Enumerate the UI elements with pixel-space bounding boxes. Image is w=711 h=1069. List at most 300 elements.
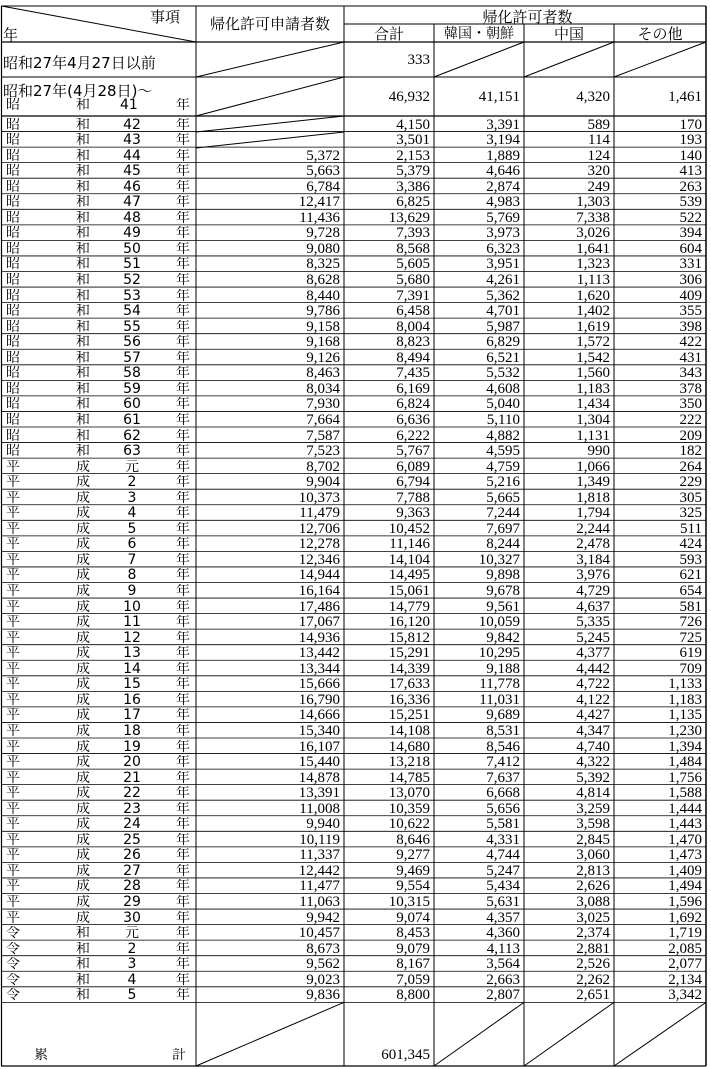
row-other: 2,134 bbox=[668, 973, 702, 988]
row-total: 10,622 bbox=[388, 817, 430, 832]
row-era-1: 昭 bbox=[6, 242, 20, 257]
row-era-1: 昭 bbox=[6, 211, 20, 226]
row-era-2: 成 bbox=[76, 662, 90, 677]
header-china: 中国 bbox=[553, 25, 584, 41]
row-era-2: 成 bbox=[76, 491, 90, 506]
row-korea: 5,532 bbox=[486, 366, 520, 381]
row-other: 1,596 bbox=[668, 895, 702, 910]
row-korea: 7,412 bbox=[486, 755, 520, 770]
row-korea: 2,663 bbox=[486, 973, 520, 988]
row-other: 263 bbox=[679, 180, 702, 195]
row-era-1: 平 bbox=[6, 553, 20, 568]
row-year-suffix: 年 bbox=[176, 988, 190, 1003]
row-era-1: 平 bbox=[6, 708, 20, 723]
row-era-2: 成 bbox=[76, 584, 90, 599]
row-era-1: 令 bbox=[6, 942, 20, 957]
row-total: 14,104 bbox=[388, 553, 430, 568]
cumulative-total: 601,345 bbox=[381, 1048, 430, 1063]
row-applicants: 14,936 bbox=[298, 631, 340, 646]
row-year-num: 14 bbox=[123, 662, 141, 677]
row-year-num: 2 bbox=[127, 475, 137, 490]
row-korea: 3,564 bbox=[486, 957, 520, 972]
row-year-num: 52 bbox=[123, 273, 141, 288]
row-applicants: 8,702 bbox=[306, 460, 340, 475]
row-total: 13,218 bbox=[388, 755, 430, 770]
row-applicants: 14,944 bbox=[298, 568, 340, 583]
row-applicants: 5,663 bbox=[306, 164, 340, 179]
row-year-suffix: 年 bbox=[176, 848, 190, 863]
row-total: 14,339 bbox=[388, 662, 430, 677]
row-china: 4,740 bbox=[576, 740, 610, 755]
row-era-2: 成 bbox=[76, 879, 90, 894]
row-other: 398 bbox=[679, 320, 702, 335]
row-total: 10,315 bbox=[388, 895, 430, 910]
row-era-1: 平 bbox=[6, 693, 20, 708]
row-other: 1,444 bbox=[668, 802, 702, 817]
row-applicants: 8,034 bbox=[306, 382, 340, 397]
row-applicants: 13,442 bbox=[298, 646, 340, 661]
row-china: 1,349 bbox=[576, 475, 610, 490]
row-era-1: 平 bbox=[6, 911, 20, 926]
row-era-2: 和 bbox=[76, 366, 90, 381]
row-year-num: 56 bbox=[123, 335, 141, 350]
row-applicants: 16,107 bbox=[298, 740, 340, 755]
empty-diagonal bbox=[524, 42, 614, 77]
row-year-num: 20 bbox=[123, 755, 141, 770]
row-year-suffix: 年 bbox=[176, 926, 190, 941]
row-era-2: 成 bbox=[76, 631, 90, 646]
row-korea: 9,898 bbox=[486, 568, 520, 583]
row-year-suffix: 年 bbox=[176, 786, 190, 801]
row-applicants: 15,666 bbox=[298, 677, 340, 692]
row-applicants: 14,666 bbox=[298, 708, 340, 723]
row-year-num: 13 bbox=[123, 646, 141, 661]
row-applicants: 12,417 bbox=[298, 195, 340, 210]
row-china: 249 bbox=[587, 180, 610, 195]
row-other: 1,692 bbox=[668, 911, 702, 926]
row-era-2: 和 bbox=[76, 118, 90, 133]
row-other: 1,443 bbox=[668, 817, 702, 832]
row-year-num: 48 bbox=[123, 211, 141, 226]
row-year-suffix: 年 bbox=[176, 304, 190, 319]
row-korea: 5,665 bbox=[486, 491, 520, 506]
row-china: 1,794 bbox=[576, 506, 610, 521]
row-year-suffix: 年 bbox=[176, 817, 190, 832]
row-year-num: 58 bbox=[123, 366, 141, 381]
row-total: 9,554 bbox=[396, 879, 430, 894]
row-year-num: 15 bbox=[123, 677, 141, 692]
row-year-num: 28 bbox=[123, 879, 141, 894]
row-applicants: 6,784 bbox=[306, 180, 340, 195]
row-korea: 8,531 bbox=[486, 724, 520, 739]
header-total: 合計 bbox=[373, 25, 404, 41]
row-china: 990 bbox=[587, 444, 610, 459]
row-era-1: 令 bbox=[6, 926, 20, 941]
row-total: 15,812 bbox=[388, 631, 430, 646]
row-s27-s41-era2: 和 bbox=[76, 98, 90, 113]
row-applicants: 12,278 bbox=[298, 537, 340, 552]
row-era-2: 和 bbox=[76, 226, 90, 241]
row-era-1: 平 bbox=[6, 755, 20, 770]
row-applicants: 11,477 bbox=[299, 879, 340, 894]
row-year-num: 4 bbox=[127, 506, 137, 521]
row-china: 4,322 bbox=[576, 755, 610, 770]
row-other: 305 bbox=[679, 491, 702, 506]
row-year-suffix: 年 bbox=[176, 833, 190, 848]
row-year-suffix: 年 bbox=[176, 973, 190, 988]
row-year-suffix: 年 bbox=[176, 491, 190, 506]
row-era-2: 和 bbox=[76, 149, 90, 164]
row-year-num: 57 bbox=[123, 351, 141, 366]
row-korea: 4,331 bbox=[486, 833, 520, 848]
row-year-num: 3 bbox=[127, 957, 137, 972]
row-era-1: 平 bbox=[6, 833, 20, 848]
row-era-2: 和 bbox=[76, 957, 90, 972]
row-year-suffix: 年 bbox=[176, 444, 190, 459]
empty-diagonal bbox=[434, 1002, 524, 1066]
row-other: 1,470 bbox=[668, 833, 702, 848]
row-year-num: 54 bbox=[123, 304, 141, 319]
row-year-num: 16 bbox=[123, 693, 141, 708]
row-era-1: 昭 bbox=[6, 226, 20, 241]
row-total: 14,108 bbox=[388, 724, 430, 739]
row-era-1: 令 bbox=[6, 988, 20, 1003]
row-era-1: 平 bbox=[6, 895, 20, 910]
header-nen: 年 bbox=[3, 26, 19, 42]
row-applicants: 9,080 bbox=[306, 242, 340, 257]
row-era-2: 成 bbox=[76, 677, 90, 692]
row-total: 6,794 bbox=[396, 475, 430, 490]
row-applicants: 17,067 bbox=[298, 615, 340, 630]
row-total: 14,779 bbox=[388, 600, 430, 615]
row-korea: 5,434 bbox=[486, 879, 520, 894]
row-year-suffix: 年 bbox=[176, 755, 190, 770]
row-china: 3,026 bbox=[576, 226, 610, 241]
row-other: 209 bbox=[679, 429, 702, 444]
row-total: 6,458 bbox=[396, 304, 430, 319]
row-applicants: 10,373 bbox=[298, 491, 340, 506]
row-era-2: 成 bbox=[76, 802, 90, 817]
row-china: 2,845 bbox=[576, 833, 610, 848]
row-era-1: 昭 bbox=[6, 289, 20, 304]
row-china: 1,303 bbox=[576, 195, 610, 210]
row-korea: 10,295 bbox=[478, 646, 520, 661]
row-korea: 9,689 bbox=[486, 708, 520, 723]
row-before-s27-total: 333 bbox=[407, 53, 430, 68]
row-year-suffix: 年 bbox=[176, 895, 190, 910]
row-china: 1,304 bbox=[576, 413, 610, 428]
cumulative-label-1: 累 bbox=[34, 1048, 48, 1063]
empty-diagonal bbox=[196, 1002, 344, 1066]
row-year-num: 24 bbox=[123, 817, 141, 832]
row-korea: 8,244 bbox=[486, 537, 520, 552]
row-china: 2,244 bbox=[576, 522, 610, 537]
row-korea: 5,581 bbox=[486, 817, 520, 832]
row-era-1: 昭 bbox=[6, 273, 20, 288]
header-other: その他 bbox=[637, 25, 683, 41]
row-year-num: 19 bbox=[123, 740, 141, 755]
row-china: 2,626 bbox=[576, 879, 610, 894]
row-korea: 11,031 bbox=[479, 693, 520, 708]
row-korea: 4,646 bbox=[486, 164, 520, 179]
row-era-1: 昭 bbox=[6, 429, 20, 444]
empty-diagonal bbox=[524, 1002, 614, 1066]
row-era-2: 和 bbox=[76, 164, 90, 179]
row-era-1: 昭 bbox=[6, 133, 20, 148]
row-china: 1,620 bbox=[576, 289, 610, 304]
empty-diagonal bbox=[434, 42, 524, 77]
row-other: 409 bbox=[679, 289, 702, 304]
row-year-num: 4 bbox=[127, 973, 137, 988]
row-total: 8,004 bbox=[396, 320, 430, 335]
row-total: 16,336 bbox=[388, 693, 430, 708]
row-year-num: 61 bbox=[123, 413, 141, 428]
row-korea: 3,391 bbox=[486, 118, 520, 133]
row-year-num: 30 bbox=[123, 911, 141, 926]
row-korea: 10,327 bbox=[478, 553, 520, 568]
row-korea: 5,216 bbox=[486, 475, 520, 490]
row-year-suffix: 年 bbox=[176, 879, 190, 894]
row-korea: 5,656 bbox=[486, 802, 520, 817]
row-year-num: 26 bbox=[123, 848, 141, 863]
row-applicants: 10,119 bbox=[299, 833, 340, 848]
row-era-1: 平 bbox=[6, 646, 20, 661]
row-total: 14,680 bbox=[388, 740, 430, 755]
row-applicants: 7,587 bbox=[306, 429, 340, 444]
row-era-2: 和 bbox=[76, 273, 90, 288]
row-china: 3,259 bbox=[576, 802, 610, 817]
row-applicants: 15,440 bbox=[298, 755, 340, 770]
row-era-1: 昭 bbox=[6, 366, 20, 381]
row-era-1: 平 bbox=[6, 584, 20, 599]
row-applicants: 14,878 bbox=[298, 771, 340, 786]
row-korea: 5,631 bbox=[486, 895, 520, 910]
row-era-2: 成 bbox=[76, 864, 90, 879]
row-year-suffix: 年 bbox=[176, 320, 190, 335]
row-other: 182 bbox=[679, 444, 702, 459]
row-other: 2,077 bbox=[668, 957, 702, 972]
row-applicants: 11,436 bbox=[299, 211, 340, 226]
row-other: 413 bbox=[679, 164, 702, 179]
row-era-2: 和 bbox=[76, 195, 90, 210]
row-era-1: 平 bbox=[6, 864, 20, 879]
row-era-2: 和 bbox=[76, 351, 90, 366]
row-era-2: 成 bbox=[76, 708, 90, 723]
row-china: 2,478 bbox=[576, 537, 610, 552]
row-year-suffix: 年 bbox=[176, 724, 190, 739]
row-total: 8,800 bbox=[396, 988, 430, 1003]
row-other: 3,342 bbox=[668, 988, 702, 1003]
row-applicants: 16,790 bbox=[298, 693, 340, 708]
row-korea: 9,842 bbox=[486, 631, 520, 646]
row-era-2: 成 bbox=[76, 460, 90, 475]
row-china: 1,560 bbox=[576, 366, 610, 381]
row-era-1: 平 bbox=[6, 600, 20, 615]
row-other: 654 bbox=[679, 584, 702, 599]
row-applicants: 9,940 bbox=[306, 817, 340, 832]
row-total: 7,391 bbox=[396, 289, 430, 304]
row-other: 522 bbox=[679, 211, 702, 226]
row-year-num: 59 bbox=[123, 382, 141, 397]
row-korea: 4,113 bbox=[486, 942, 520, 957]
row-china: 1,818 bbox=[576, 491, 610, 506]
row-applicants: 12,346 bbox=[298, 553, 340, 568]
row-total: 11,146 bbox=[389, 537, 430, 552]
row-total: 15,291 bbox=[388, 646, 430, 661]
row-applicants: 9,728 bbox=[306, 226, 340, 241]
row-applicants: 9,562 bbox=[306, 957, 340, 972]
row-other: 1,473 bbox=[668, 848, 702, 863]
row-total: 17,633 bbox=[388, 677, 430, 692]
row-china: 1,542 bbox=[576, 351, 610, 366]
row-korea: 3,194 bbox=[486, 133, 520, 148]
row-total: 14,495 bbox=[388, 568, 430, 583]
row-era-1: 昭 bbox=[6, 118, 20, 133]
row-era-1: 昭 bbox=[6, 149, 20, 164]
row-china: 4,814 bbox=[576, 786, 610, 801]
row-applicants: 7,523 bbox=[306, 444, 340, 459]
row-other: 1,484 bbox=[668, 755, 702, 770]
row-year-num: 6 bbox=[127, 537, 137, 552]
row-china: 2,374 bbox=[576, 926, 610, 941]
row-china: 1,434 bbox=[576, 397, 610, 412]
row-year-num: 5 bbox=[127, 522, 137, 537]
row-applicants: 12,706 bbox=[298, 522, 340, 537]
row-s27-s41-korea: 41,151 bbox=[478, 90, 520, 105]
row-before-s27-label: 昭和27年4月27日以前 bbox=[3, 54, 156, 72]
row-total: 5,680 bbox=[396, 273, 430, 288]
row-total: 4,150 bbox=[396, 118, 430, 133]
row-year-num: 50 bbox=[123, 242, 141, 257]
row-year-suffix: 年 bbox=[176, 460, 190, 475]
row-china: 2,881 bbox=[576, 942, 610, 957]
row-total: 8,453 bbox=[396, 926, 430, 941]
row-era-1: 平 bbox=[6, 740, 20, 755]
row-era-1: 昭 bbox=[6, 382, 20, 397]
row-era-2: 成 bbox=[76, 895, 90, 910]
row-year-suffix: 年 bbox=[176, 382, 190, 397]
row-era-2: 成 bbox=[76, 740, 90, 755]
row-era-2: 和 bbox=[76, 242, 90, 257]
row-year-suffix: 年 bbox=[176, 957, 190, 972]
row-year-num: 22 bbox=[123, 786, 141, 801]
row-china: 589 bbox=[587, 118, 610, 133]
row-applicants: 11,337 bbox=[299, 848, 340, 863]
row-korea: 5,362 bbox=[486, 289, 520, 304]
row-total: 5,379 bbox=[396, 164, 430, 179]
row-korea: 4,701 bbox=[486, 304, 520, 319]
row-total: 8,494 bbox=[396, 351, 430, 366]
row-year-suffix: 年 bbox=[176, 677, 190, 692]
row-total: 7,059 bbox=[396, 973, 430, 988]
row-year-suffix: 年 bbox=[176, 118, 190, 133]
row-era-1: 平 bbox=[6, 817, 20, 832]
empty-diagonal bbox=[196, 77, 344, 116]
row-china: 4,729 bbox=[576, 584, 610, 599]
row-era-1: 平 bbox=[6, 522, 20, 537]
row-total: 10,359 bbox=[388, 802, 430, 817]
row-other: 1,719 bbox=[668, 926, 702, 941]
row-applicants: 12,442 bbox=[298, 864, 340, 879]
row-other: 604 bbox=[679, 242, 702, 257]
row-china: 1,131 bbox=[576, 429, 610, 444]
row-other: 140 bbox=[679, 149, 702, 164]
row-year-suffix: 年 bbox=[176, 195, 190, 210]
row-era-1: 平 bbox=[6, 537, 20, 552]
row-korea: 7,697 bbox=[486, 522, 520, 537]
row-china: 1,641 bbox=[576, 242, 610, 257]
row-korea: 4,261 bbox=[486, 273, 520, 288]
row-china: 114 bbox=[588, 133, 610, 148]
row-year-suffix: 年 bbox=[176, 693, 190, 708]
row-korea: 6,668 bbox=[486, 786, 520, 801]
row-korea: 5,247 bbox=[486, 864, 520, 879]
row-year-num: 63 bbox=[123, 444, 141, 459]
row-china: 3,060 bbox=[576, 848, 610, 863]
row-other: 621 bbox=[679, 568, 702, 583]
row-s27-s41-num: 41 bbox=[120, 98, 138, 113]
row-year-num: 8 bbox=[127, 568, 137, 583]
row-era-2: 成 bbox=[76, 755, 90, 770]
row-china: 124 bbox=[587, 149, 610, 164]
row-year-num: 3 bbox=[127, 491, 137, 506]
row-era-1: 平 bbox=[6, 631, 20, 646]
row-korea: 4,595 bbox=[486, 444, 520, 459]
row-era-1: 平 bbox=[6, 662, 20, 677]
row-other: 581 bbox=[679, 600, 702, 615]
row-china: 1,066 bbox=[576, 460, 610, 475]
row-era-1: 平 bbox=[6, 771, 20, 786]
row-korea: 9,678 bbox=[486, 584, 520, 599]
row-era-2: 成 bbox=[76, 848, 90, 863]
row-total: 9,363 bbox=[396, 506, 430, 521]
row-year-num: 47 bbox=[123, 195, 141, 210]
row-korea: 5,110 bbox=[486, 413, 520, 428]
row-year-suffix: 年 bbox=[176, 133, 190, 148]
row-year-suffix: 年 bbox=[176, 211, 190, 226]
row-era-1: 平 bbox=[6, 848, 20, 863]
row-year-suffix: 年 bbox=[176, 771, 190, 786]
row-era-1: 昭 bbox=[6, 335, 20, 350]
row-era-2: 和 bbox=[76, 973, 90, 988]
row-era-1: 昭 bbox=[6, 195, 20, 210]
row-korea: 4,983 bbox=[486, 195, 520, 210]
row-applicants: 8,463 bbox=[306, 366, 340, 381]
row-other: 424 bbox=[679, 537, 702, 552]
row-total: 14,785 bbox=[388, 771, 430, 786]
row-era-2: 和 bbox=[76, 988, 90, 1003]
row-year-suffix: 年 bbox=[176, 335, 190, 350]
row-year-num: 11 bbox=[123, 615, 141, 630]
row-year-suffix: 年 bbox=[176, 413, 190, 428]
row-total: 5,605 bbox=[396, 257, 430, 272]
row-applicants: 9,942 bbox=[306, 911, 340, 926]
row-china: 4,122 bbox=[576, 693, 610, 708]
row-year-num: 49 bbox=[123, 226, 141, 241]
row-year-suffix: 年 bbox=[176, 273, 190, 288]
row-other: 422 bbox=[679, 335, 702, 350]
row-era-2: 成 bbox=[76, 537, 90, 552]
row-era-1: 平 bbox=[6, 475, 20, 490]
row-korea: 6,521 bbox=[486, 351, 520, 366]
row-applicants: 10,457 bbox=[298, 926, 340, 941]
row-era-1: 昭 bbox=[6, 397, 20, 412]
cumulative-label-2: 計 bbox=[172, 1048, 186, 1063]
row-korea: 4,357 bbox=[486, 911, 520, 926]
row-year-num: 45 bbox=[123, 164, 141, 179]
empty-diagonal bbox=[196, 132, 344, 148]
row-total: 8,167 bbox=[396, 957, 430, 972]
